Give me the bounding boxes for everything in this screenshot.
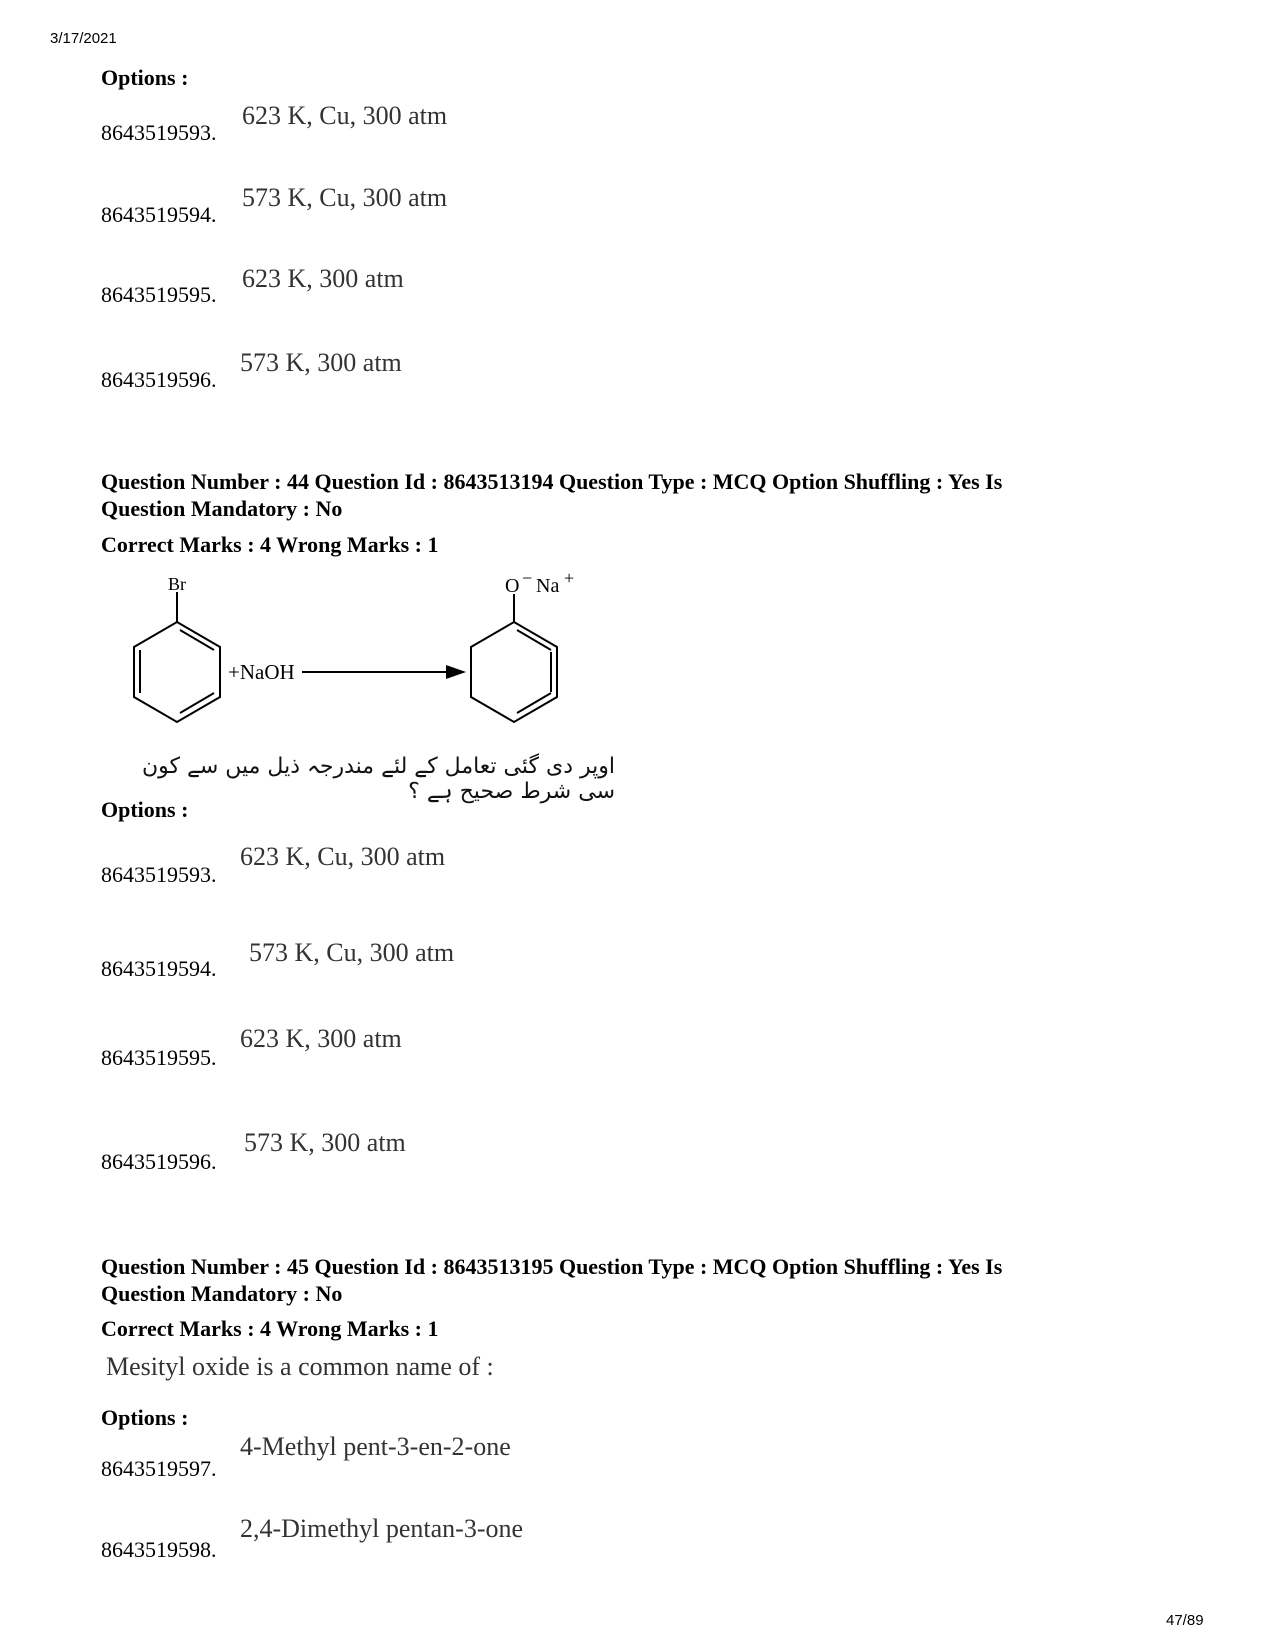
question-marks: Correct Marks : 4 Wrong Marks : 1: [101, 532, 439, 557]
option-text: 623 K, 300 atm: [242, 264, 404, 293]
question-header-line: Question Mandatory : No: [101, 496, 343, 521]
question-header: [101, 1253, 1221, 1307]
question-text: Mesityl oxide is a common name of :: [106, 1352, 494, 1381]
product-cation: Na: [536, 575, 560, 597]
question-marks: Correct Marks : 4 Wrong Marks : 1: [101, 1316, 439, 1341]
option-text: 573 K, 300 atm: [240, 348, 402, 377]
option-id: 8643519594.: [101, 956, 217, 981]
options-label: Options :: [101, 65, 189, 90]
option-id: 8643519594.: [101, 202, 217, 227]
benzene-ring-product: [471, 594, 557, 722]
option-text: 573 K, 300 atm: [244, 1128, 406, 1157]
reaction-diagram: [110, 568, 630, 740]
option-id: 8643519598.: [101, 1537, 217, 1562]
option-id: 8643519595.: [101, 1045, 217, 1070]
reagent-label: +NaOH: [228, 660, 295, 684]
product-cation-charge: +: [564, 568, 575, 588]
print-date: 3/17/2021: [50, 30, 117, 47]
benzene-ring-reactant: [134, 592, 220, 722]
option-text: 573 K, Cu, 300 atm: [242, 183, 448, 212]
option-id: 8643519596.: [101, 367, 217, 392]
option-text: 573 K, Cu, 300 atm: [249, 938, 455, 967]
option-id: 8643519596.: [101, 1149, 217, 1174]
reactant-substituent: Br: [168, 574, 186, 594]
option-text: 4-Methyl pent-3-en-2-one: [240, 1432, 511, 1461]
options-label: Options :: [101, 1405, 189, 1430]
question-header: [101, 468, 1221, 522]
option-id: 8643519597.: [101, 1456, 217, 1481]
option-id: 8643519595.: [101, 282, 217, 307]
option-text: 623 K, Cu, 300 atm: [240, 842, 446, 871]
product-charge: −: [522, 568, 533, 588]
question-header-line: Question Mandatory : No: [101, 1281, 343, 1306]
option-id: 8643519593.: [101, 120, 217, 145]
product-oxygen: O: [505, 575, 520, 597]
question-text-urdu: اوپر دی گئی تعامل کے لئے مندرجہ ذیل میں سے کون سی شرط صحیح ہے ؟: [141, 754, 615, 804]
options-label: Options :: [101, 797, 189, 822]
option-text: 623 K, 300 atm: [240, 1024, 402, 1053]
option-text: 623 K, Cu, 300 atm: [242, 101, 448, 130]
option-id: 8643519593.: [101, 862, 217, 887]
question-header-line: Question Number : 45 Question Id : 8643513195 Question Type : MCQ Option Shuffling : Yes Is: [101, 1254, 1003, 1279]
question-header-line: Question Number : 44 Question Id : 8643513194 Question Type : MCQ Option Shuffling : Yes Is: [101, 469, 1003, 494]
option-text: 2,4-Dimethyl pentan-3-one: [240, 1514, 524, 1543]
arrow-head-icon: [446, 665, 466, 679]
page-number: 47/89: [1166, 1612, 1204, 1629]
